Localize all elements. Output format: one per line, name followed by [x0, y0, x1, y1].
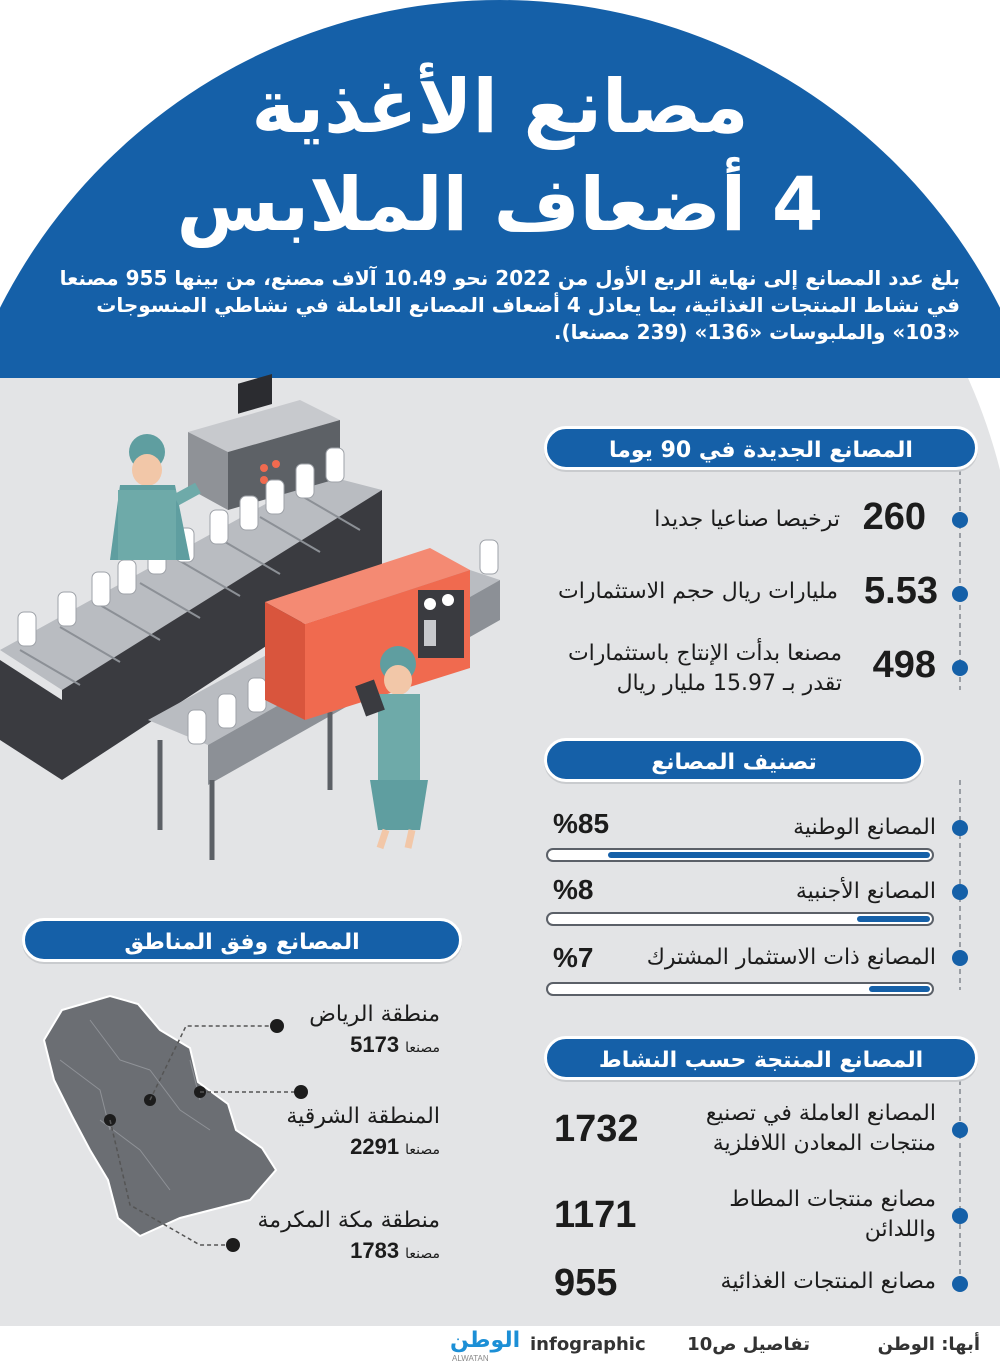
section-title-activity: المصانع المنتجة حسب النشاط [544, 1036, 978, 1080]
activity-label-line2: واللدائن [864, 1217, 936, 1242]
region-stat [350, 1238, 440, 1264]
class-label: المصانع الأجنبية [795, 879, 936, 904]
region-count: 2291 [350, 1134, 400, 1159]
page-title-line1: مصانع الأغذية [251, 64, 749, 150]
footer-details: تفاصيل ص10 [687, 1334, 810, 1355]
bullet-dot [952, 586, 968, 602]
stat-value: 498 [872, 644, 936, 686]
region-dot [226, 1238, 240, 1252]
section-title-new-factories: المصانع الجديدة في 90 يوما [544, 426, 978, 470]
region-dot [294, 1085, 308, 1099]
stat-label: ترخيصا صناعيا جديدا [654, 507, 840, 532]
region-count: 5173 [350, 1032, 400, 1057]
region-name: منطقة مكة المكرمة [257, 1208, 440, 1233]
section-title-regions: المصانع وفق المناطق [22, 918, 462, 962]
activity-label-line1: المصانع العاملة في تصنيع [705, 1101, 936, 1126]
region-name: المنطقة الشرقية [286, 1104, 440, 1129]
bullet-dot [952, 884, 968, 900]
class-bar [546, 912, 934, 926]
bullet-dot [952, 1208, 968, 1224]
region-stat [350, 1032, 440, 1058]
class-bar-fill [608, 852, 930, 858]
region-dot [270, 1019, 284, 1033]
bullet-dot [952, 1276, 968, 1292]
class-bar-fill [857, 916, 930, 922]
footer-infographic-label: infographic [530, 1334, 646, 1355]
page-title-line2: 4 أضعاف الملابس [176, 162, 824, 248]
class-label: المصانع ذات الاستثمار المشترك [646, 945, 936, 970]
factory-illustration [0, 374, 500, 860]
class-percent: %85 [553, 808, 610, 839]
bullet-dot [952, 950, 968, 966]
region-unit: مصنعا [405, 1142, 440, 1158]
class-percent: %8 [553, 874, 594, 905]
region-name: منطقة الرياض [309, 1002, 440, 1027]
alwatan-logo-latin: ALWATAN [452, 1354, 489, 1363]
activity-label-line1: مصانع المنتجات الغذائية [720, 1269, 936, 1294]
stat-label: مليارات ريال حجم الاستثمارات [558, 579, 838, 604]
region-unit: مصنعا [405, 1040, 440, 1056]
intro-paragraph: بلغ عدد المصانع إلى نهاية الربع الأول من 2022 نحو 10.49 آلاف مصنع، من بينها 955 مصنعا في نشاط المنتجات الغذائية، بما يعادل 4 أضعاف المصانع العاملة في نشاطي المنسوجات «103» والملبوسات «136» (239 مصنعا). [59, 266, 960, 344]
class-percent: %7 [553, 942, 594, 973]
region-unit: مصنعا [405, 1246, 440, 1262]
stat-value: 260 [862, 496, 926, 538]
region-count: 1783 [350, 1238, 400, 1263]
stat-label-line2: تقدر بـ 15.97 مليار ريال [616, 671, 842, 696]
activity-value: 1732 [554, 1108, 639, 1150]
stat-label-line1: مصنعا بدأت الإنتاج باستثمارات [567, 641, 842, 666]
region-stat [350, 1134, 440, 1160]
section-title-classification: تصنيف المصانع [544, 738, 924, 782]
alwatan-logo: الوطن [450, 1328, 521, 1353]
class-bar-fill [869, 986, 930, 992]
activity-label-line1: مصانع منتجات المطاط [729, 1187, 936, 1212]
class-label: المصانع الوطنية [793, 815, 936, 840]
bullet-dot [952, 660, 968, 676]
footer-source: أبها: الوطن [877, 1334, 980, 1355]
bullet-dot [952, 820, 968, 836]
bullet-dot [952, 512, 968, 528]
activity-value: 1171 [554, 1194, 637, 1236]
bullet-dot [952, 1122, 968, 1138]
class-bar [546, 982, 934, 996]
footer [0, 1326, 1000, 1366]
activity-value: 955 [554, 1262, 618, 1304]
stat-value: 5.53 [864, 570, 938, 612]
class-bar [546, 848, 934, 862]
activity-label-line2: منتجات المعادن اللافلزية [712, 1131, 936, 1156]
